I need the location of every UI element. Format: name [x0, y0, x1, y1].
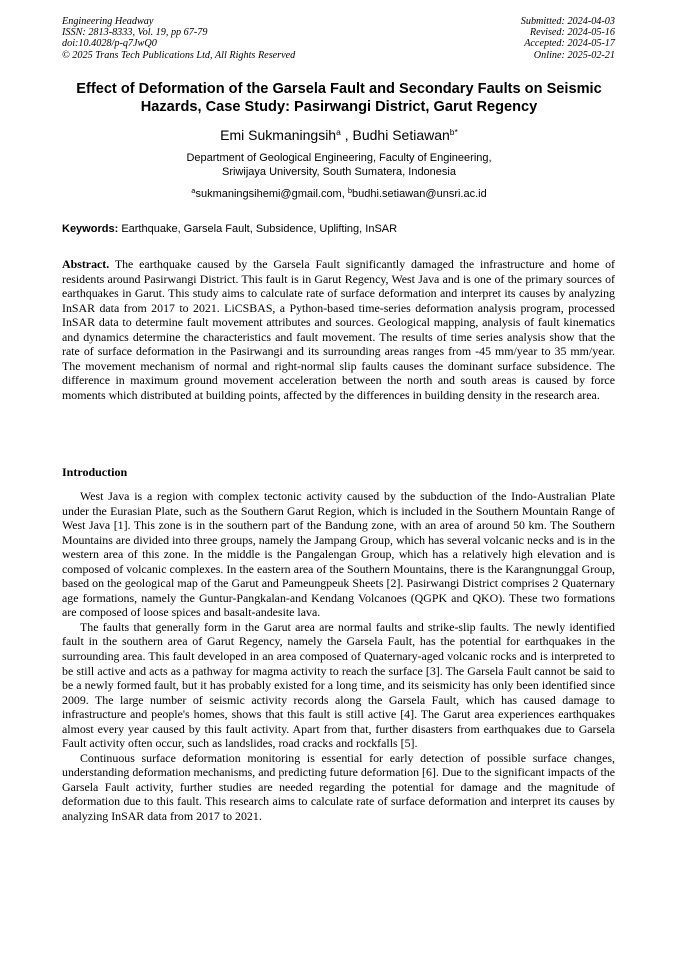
email-line	[62, 184, 616, 201]
author-separator: ,	[340, 127, 353, 143]
introduction-paragraph-2: The faults that generally form in the Garut area are normal faults and strike-slip faults. The newly identified fault in the southern area of Garut Regency, namely the Garsela Fault, has the potential for earthquakes in the surrounding area. This fault developed in an area composed of Quaternary-aged volcanic rocks and is interpreted to be still active and acts as a pathway for magma activity to reach the surface [3]. The Garsela Fault cannot be said to be a newly formed fault, but it has probably existed for a long time, and its seismicity has only been identified since 2009. The large number of seismic activity records along the Garsela Fault, which has caused damage to infrastructure and people's homes, shows that this fault is still active [4]. The Garut area experiences earthquakes almost every year caused by this fault activity. Apart from that, further disasters from earthquakes due to Garsela Fault activity often occur, such as landslides, road cracks and rockfalls [5].	[62, 619, 615, 751]
email-a-mark: a	[191, 186, 196, 195]
author-2-affiliation-mark: b*	[449, 127, 458, 137]
keywords-text: Earthquake, Garsela Fault, Subsidence, Uplifting, InSAR	[121, 223, 398, 235]
abstract	[62, 257, 615, 402]
introduction-paragraph-3: Continuous surface deformation monitoring is essential for early detection of possible surface changes, understanding deformation mechanisms, and predicting future deformation [6]. Due to the significant impacts of the Garsela Fault activity, further studies are needed regarding the potential for damage and the magnitude of deformation due to this fault. This research aims to calculate rate of surface deformation and interpret its causes by analyzing InSAR data from 2017 to 2021.	[62, 750, 615, 824]
email-a[interactable]: sukmaningsihemi@gmail.com	[195, 188, 342, 200]
author-2-name: Budhi Setiawan	[352, 127, 450, 143]
abstract-label: Abstract.	[62, 257, 110, 271]
journal-header-right	[521, 16, 615, 61]
revised-date: Revised: 2024-05-16	[529, 27, 615, 39]
author-1-affiliation-mark: a	[336, 127, 341, 137]
affiliation-line-2: Sriwijaya University, South Sumatera, Indonesia	[222, 166, 456, 178]
affiliation-line-1: Department of Geological Engineering, Faculty of Engineering,	[186, 152, 492, 164]
submitted-date: Submitted: 2024-04-03	[520, 16, 615, 27]
paper-title: Effect of Deformation of the Garsela Fault and Secondary Faults on Seismic Hazards, Case Study: Pasirwangi District, Garut Regency	[76, 81, 602, 115]
email-separator: ,	[341, 188, 348, 200]
email-b[interactable]: budhi.setiawan@unsri.ac.id	[352, 188, 487, 200]
doi-line: doi:10.4028/p-q7JwQ0	[62, 38, 157, 50]
email-b-mark: b	[347, 186, 353, 195]
copyright-line: © 2025 Trans Tech Publications Ltd, All Rights Reserved	[62, 49, 296, 61]
journal-header-left	[62, 16, 295, 61]
introduction-body	[62, 489, 615, 824]
author-line	[62, 124, 616, 143]
keywords-label: Keywords:	[62, 223, 119, 235]
online-date: Online: 2025-02-21	[533, 49, 615, 61]
affiliation	[62, 151, 616, 179]
author-1-name: Emi Sukmaningsih	[220, 127, 337, 143]
accepted-date: Accepted: 2024-05-17	[524, 38, 615, 50]
keywords	[62, 222, 616, 236]
introduction-paragraph-1: West Java is a region with complex tectonic activity caused by the subduction of the Indo-Australian Plate under the Eurasian Plate, such as the Southern Garut Region, which is included in the Southern Mountain Range of West Java [1]. This zone is in the southern part of the Bandung zone, with an area of around 50 km. The Southern Mountains are divided into three groups, namely the Jampang Group, which has several volcanic necks and is in the western area of this zone. In the middle is the Pangalengan Group, which has a relatively high elevation and is composed of volcanic complexes. In the eastern area of the Southern Mountains, there is the Karangnunggal Group, based on the geological map of the Garut and Pameungpeuk Sheets [2]. Pasirwangi District comprises 2 Quaternary age formations, namely the Guntur-Pangkalan-and Kendang Volcanoes (QGPK and QKO). These two formations are composed of loose spices and basalt-andesite lava.	[62, 489, 615, 620]
journal-name: Engineering Headway	[62, 16, 154, 27]
issn-line: ISSN: 2813-8333, Vol. 19, pp 67-79	[62, 27, 208, 39]
introduction-heading: Introduction	[62, 465, 128, 479]
abstract-text: The earthquake caused by the Garsela Fault significantly damaged the infrastructure and home of residents around Pasirwangi District. This fault is in Garut Regency, West Java and is one of the primary sources of earthquakes in Garut. This study aims to calculate rate of surface deformation and interpret its causes by analyzing InSAR data from 2017 to 2021. LiCSBAS, a Python-based time-series deformation analysis program, processed InSAR data to determine fault movement attributes and sources. Geological mapping, analysis of fault kinematics and dynamics determine the characteristics and fault movement. The results of time series analysis show that the rate of surface deformation in the Pasirwangi and its surrounding areas ranges from -45 mm/year to 35 mm/year. The movement mechanism of normal and right-normal slip faults causes the dominant surface subsidence. The difference in maximum ground movement acceleration between the north and south areas is caused by force moments which distributed at building points, affected by the differences in building density in the research area.	[62, 257, 615, 402]
